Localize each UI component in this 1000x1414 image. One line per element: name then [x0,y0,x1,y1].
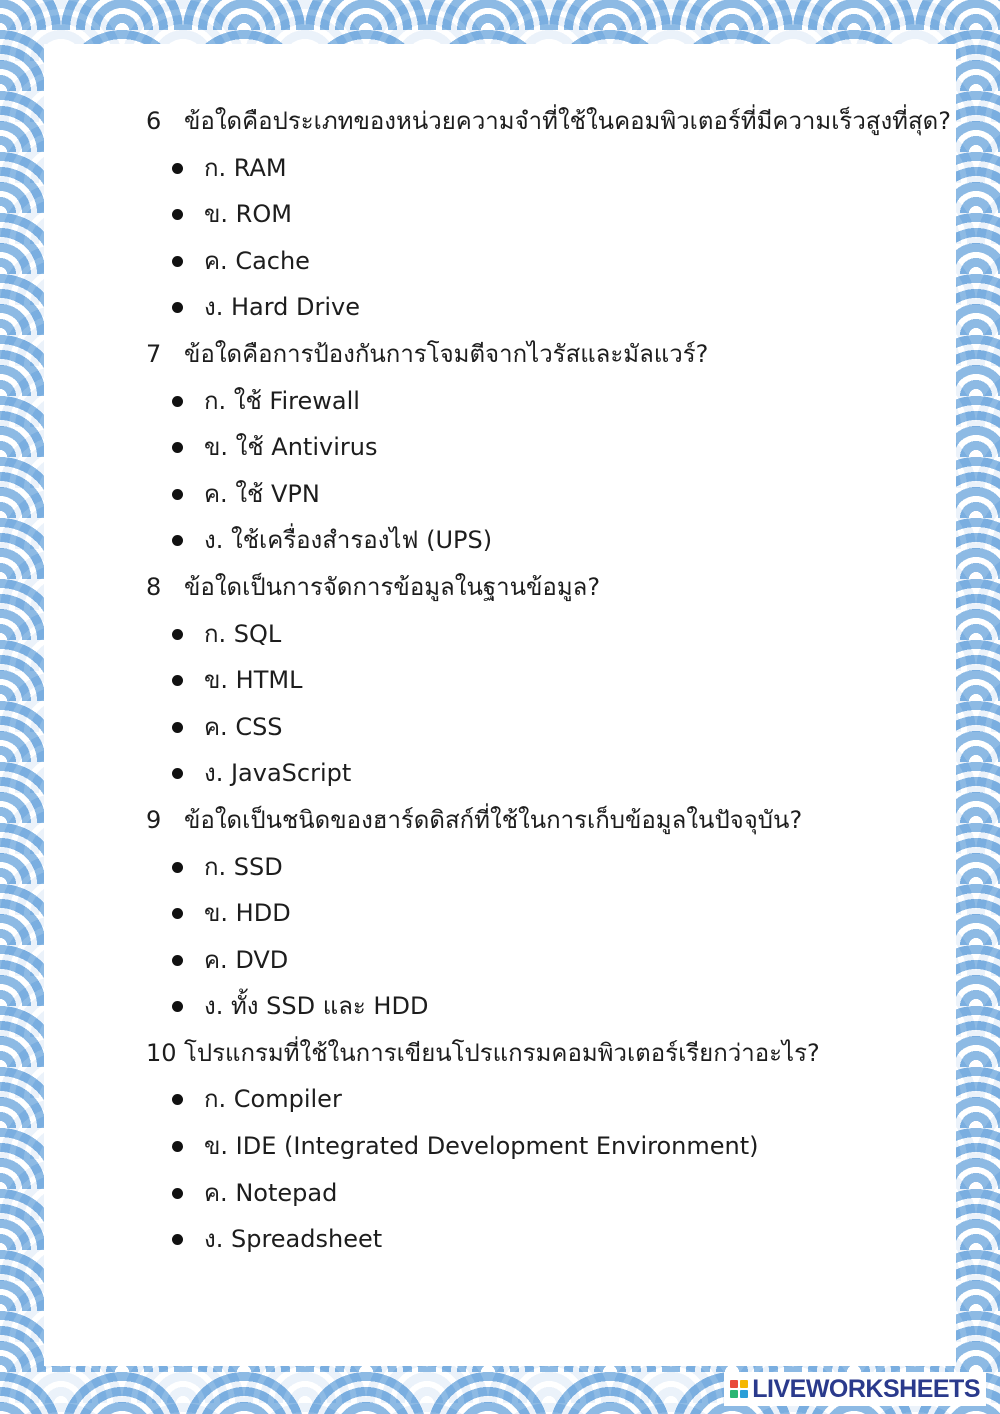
answer-option-label: ข. ใช้ Antivirus [204,433,378,462]
answer-option-label: ง. JavaScript [204,759,352,788]
bullet-icon [172,442,183,453]
answer-option [146,1076,946,1123]
answer-option-label: ก. ใช้ Firewall [204,386,360,415]
bullet-icon [172,209,183,220]
answer-option [146,145,946,192]
answer-option-label: ก. RAM [204,153,287,182]
bullet-icon [172,862,183,873]
bullet-icon [172,908,183,919]
bullet-icon [172,256,183,267]
question-10 [146,1030,946,1077]
answer-option [146,890,946,937]
question-text: ข้อใดเป็นชนิดของฮาร์ดดิสก์ที่ใช้ในการเก็บข้อมูลในปัจจุบัน? [184,805,803,834]
question-9 [146,797,946,844]
bullet-icon [172,955,183,966]
answer-option [146,378,946,425]
liveworksheets-logo-icon [730,1380,748,1398]
logo-square [730,1380,738,1388]
answer-option-label: ข. ROM [204,200,292,229]
answer-option [146,424,946,471]
question-number: 8 [146,572,162,601]
answer-option [146,1170,946,1217]
answer-option-label: ค. ใช้ VPN [204,479,320,508]
answer-option-label: ก. SSD [204,852,283,881]
answer-option-label: ง. Hard Drive [204,293,361,322]
answer-option-label: ค. Cache [204,246,310,275]
answer-option [146,238,946,285]
answer-option [146,937,946,984]
logo-square [730,1390,738,1398]
answer-option-label: ข. IDE (Integrated Development Environment) [204,1132,759,1161]
question-number: 7 [146,339,162,368]
bullet-icon [172,675,183,686]
bullet-icon [172,163,183,174]
logo-square [740,1380,748,1388]
bullet-icon [172,629,183,640]
answer-option [146,517,946,564]
liveworksheets-logo [724,1372,986,1406]
answer-option-label: ข. HDD [204,899,291,928]
answer-option-label: ข. HTML [204,666,303,695]
answer-option [146,657,946,704]
question-text: ข้อใดคือประเภทของหน่วยความจำที่ใช้ในคอมพิวเตอร์ที่มีความเร็วสูงที่สุด? [184,107,951,135]
question-8 [146,564,946,611]
bullet-icon [172,1234,183,1245]
question-text: โปรแกรมที่ใช้ในการเขียนโปรแกรมคอมพิวเตอร์เรียกว่าอะไร? [184,1038,820,1067]
question-number: 6 [146,107,162,135]
answer-option [146,844,946,891]
question-list [146,98,951,1263]
question-number: 9 [146,805,162,834]
bullet-icon [172,535,183,546]
answer-option [146,471,946,518]
bullet-icon [172,768,183,779]
question-text: ข้อใดคือการป้องกันการโจมตีจากไวรัสและมัลแวร์? [184,339,709,368]
bullet-icon [172,1141,183,1152]
question-text: ข้อใดเป็นการจัดการข้อมูลในฐานข้อมูล? [184,572,601,601]
bullet-icon [172,1094,183,1105]
answer-option-label: ค. DVD [204,945,289,974]
answer-option [146,750,946,797]
bullet-icon [172,722,183,733]
bullet-icon [172,1001,183,1012]
answer-option-label: ก. SQL [204,619,282,648]
bullet-icon [172,396,183,407]
answer-option [146,704,946,751]
answer-option [146,1216,946,1263]
answer-option [146,191,946,238]
answer-option-label: ค. Notepad [204,1178,338,1207]
bullet-icon [172,1188,183,1199]
question-number: 10 [146,1038,177,1067]
question-6 [146,98,951,145]
answer-option [146,1123,946,1170]
answer-option [146,284,946,331]
answer-option-label: ง. ทั้ง SSD และ HDD [204,992,429,1021]
logo-square [740,1390,748,1398]
answer-option-label: ง. Spreadsheet [204,1225,383,1254]
liveworksheets-logo-text: LIVEWORKSHEETS [752,1374,980,1403]
bullet-icon [172,302,183,313]
answer-option [146,983,946,1030]
answer-option-label: ก. Compiler [204,1085,342,1114]
bullet-icon [172,489,183,500]
answer-option-label: ง. ใช้เครื่องสำรองไฟ (UPS) [204,526,493,555]
answer-option [146,611,946,658]
answer-option-label: ค. CSS [204,712,283,741]
question-7 [146,331,946,378]
